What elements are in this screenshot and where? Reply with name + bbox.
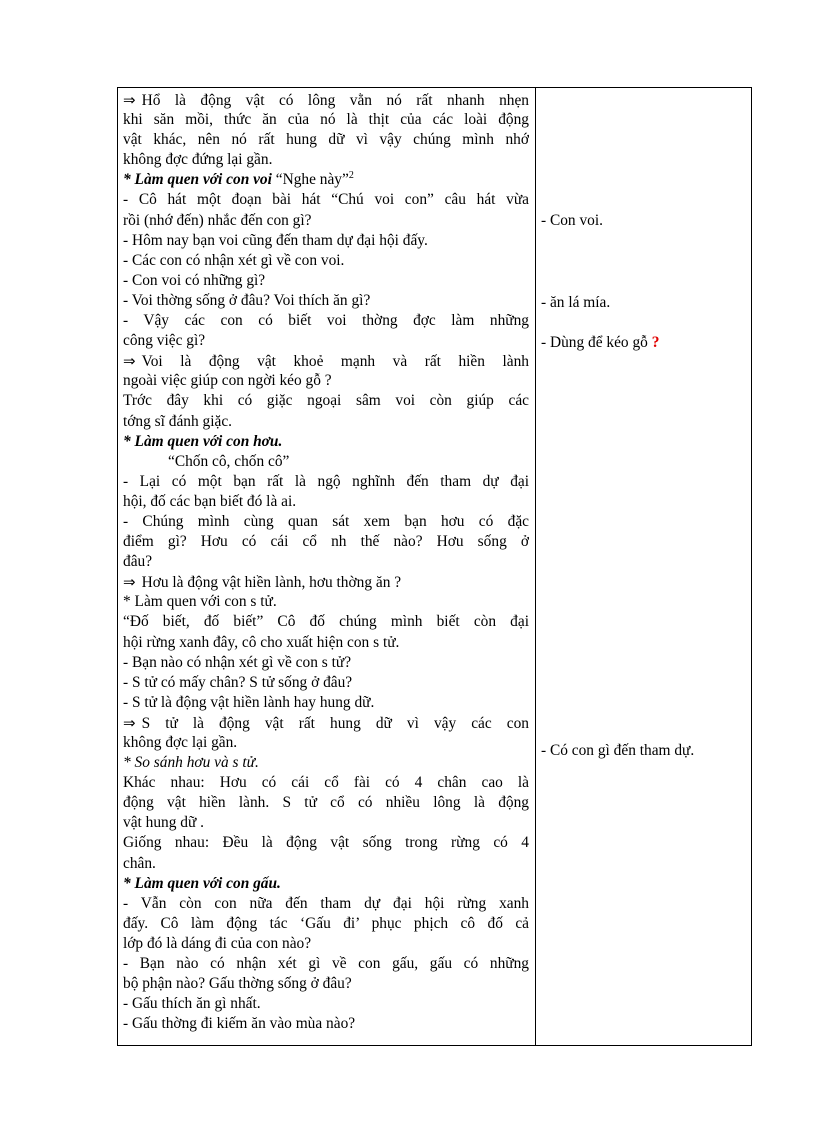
text-line: - Vẫn còn con nữa đến tham dự đại hội rừng xanh [123, 894, 529, 912]
text-line: ⇒ Hơu là động vật hiền lành, hơu thờng ăn ? [123, 573, 402, 592]
response-an-la-mia: - ăn lá mía. [541, 294, 611, 311]
text-line: - Con voi có những gì? [123, 271, 266, 289]
text-line: vật hung dữ . [123, 814, 205, 832]
arrow-icon: ⇒ [123, 91, 136, 109]
activity-column [123, 90, 529, 1034]
text-line: ⇒ S tử là động vật rất hung dữ vì vậy các con [123, 713, 529, 732]
text-line: - Gấu thích ăn gì nhất. [123, 995, 261, 1013]
text-line: bộ phận nào? Gấu thờng sống ở đâu? [123, 975, 352, 993]
text-line: - Các con có nhận xét gì về con voi. [123, 251, 345, 269]
lesson-table [117, 87, 752, 1046]
arrow-icon: ⇒ [123, 713, 136, 732]
column-divider [535, 88, 536, 1045]
arrow-icon: ⇒ [123, 573, 136, 592]
response-keo-go: - Dùng để kéo gỗ ? [541, 334, 660, 351]
text-line: lớp đó là dáng đi của con nào? [123, 934, 312, 952]
text-line: ⇒ Hổ là động vật có lông vằn nó rất nhanh nhẹn [123, 91, 529, 109]
section-heading-sosanh: * So sánh hơu và s tử. [123, 754, 259, 772]
text-line: - Lại có một bạn rất là ngộ nghĩnh đến tham dự đại [123, 472, 529, 490]
text-line: khi săn mồi, thức ăn của nó là thịt của các loài động [123, 111, 529, 129]
text-line: công việc gì? [123, 332, 206, 350]
text-line: hội rừng xanh đây, cô cho xuất hiện con s tử. [123, 633, 400, 651]
text-line: tớng sĩ đánh giặc. [123, 412, 233, 430]
text-line: ngoài việc giúp con ngời kéo gỗ ? [123, 372, 332, 390]
text-line: chân. [123, 854, 156, 872]
text-line: - Hôm nay bạn voi cũng đến tham dự đại hội đấy. [123, 231, 428, 249]
text-line: - S tử có mấy chân? S tử sống ở đâu? [123, 673, 353, 691]
text-line: Khác nhau: Hơu có cái cổ fài có 4 chân cao là [123, 774, 529, 792]
text-line: động vật hiền lành. S tử cổ có nhiều lông là động [123, 794, 529, 812]
section-heading-huou: * Làm quen với con hơu. [123, 432, 283, 450]
text-line: ⇒ Voi là động vật khoẻ mạnh và rất hiền lành [123, 352, 529, 371]
text-line: hội, đố các bạn biết đó là ai. [123, 492, 297, 510]
text-line: vật khác, nên nó rất hung dữ vì vậy chúng mình nhớ [123, 131, 529, 149]
text-line: - Vậy các con có biết voi thờng đợc làm những [123, 312, 529, 330]
response-con-voi: - Con voi. [541, 212, 603, 229]
text-line: - Voi thờng sống ở đâu? Voi thích ăn gì? [123, 291, 371, 309]
response-column [541, 88, 746, 1045]
text-line: điểm gì? Hơu có cái cổ nh thế nào? Hơu sống ở [123, 533, 529, 551]
text-line: rồi (nhớ đến) nhắc đến con gì? [123, 211, 312, 229]
song-title: “Chốn cô, chốn cô” [168, 452, 290, 470]
text-line: không đợc đứng lại gần. [123, 151, 273, 169]
text-line: đâu? [123, 553, 153, 571]
section-heading-gau: * Làm quen với con gấu. [123, 874, 281, 892]
text-line: - Chúng mình cùng quan sát xem bạn hơu có đặc [123, 512, 529, 530]
arrow-icon: ⇒ [123, 352, 136, 371]
text-line: đấy. Cô làm động tác ‘Gấu đi’ phục phịch cô đố cả [123, 914, 529, 932]
text-line: - Cô hát một đoạn bài hát “Chú voi con” câu hát vừa [123, 191, 529, 209]
text-line: - S tử là động vật hiền lành hay hung dữ. [123, 693, 375, 711]
text-line: “Đố biết, đố biết” Cô đố chúng mình biết còn đại [123, 613, 529, 631]
text-line: Giống nhau: Đều là động vật sống trong rừng có 4 [123, 834, 529, 852]
text-line: Trớc đây khi có giặc ngoại sâm voi còn giúp các [123, 392, 529, 410]
text-line: - Gấu thờng đi kiếm ăn vào mùa nào? [123, 1015, 356, 1033]
section-heading-voi: * Làm quen với con voi “Nghe này”$^2$ [123, 170, 354, 189]
text-line: - Bạn nào có nhận xét gì về con s tử? [123, 653, 352, 671]
question-mark: ? [651, 334, 660, 351]
text-line: - Bạn nào có nhận xét gì về con gấu, gấu có những [123, 955, 529, 973]
text-line: không đợc lại gần. [123, 734, 238, 751]
response-tham-du: - Có con gì đến tham dự. [541, 742, 695, 759]
section-heading-sutu: * Làm quen với con s tử. [123, 593, 277, 611]
